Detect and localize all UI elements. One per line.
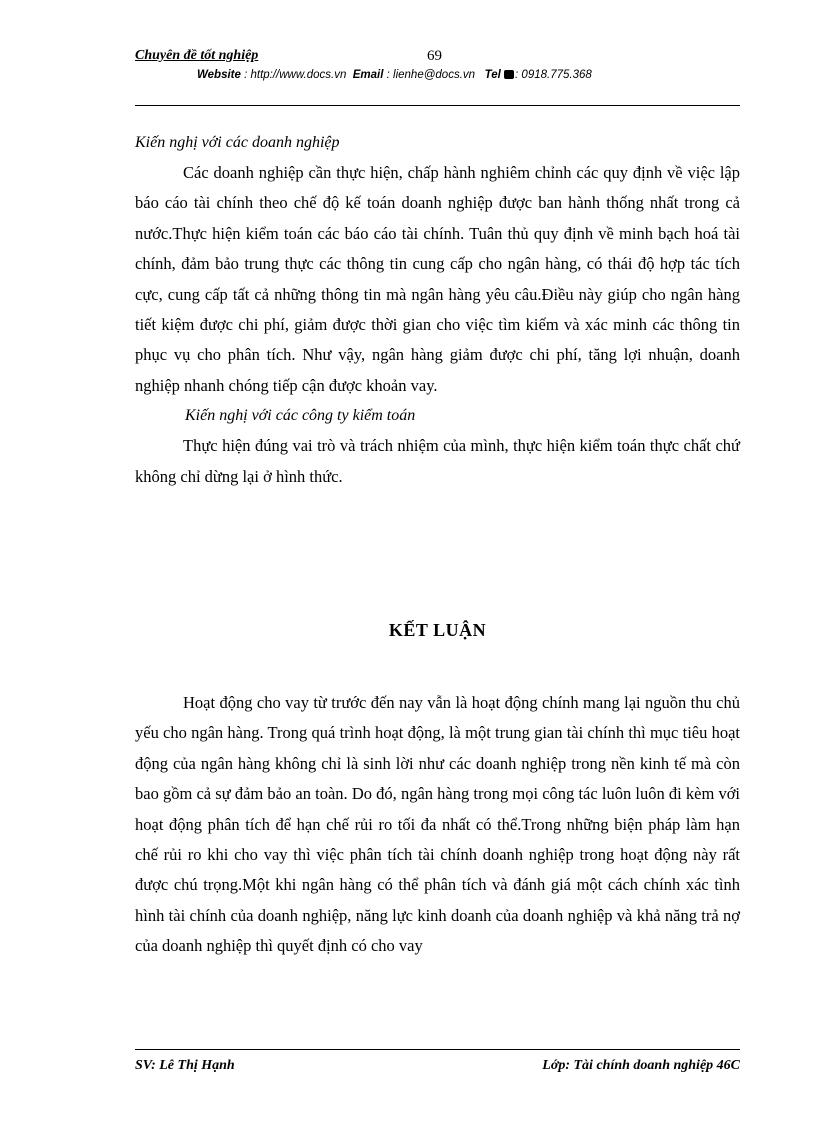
contact-line <box>197 69 740 81</box>
tel-value: : 0918.775.368 <box>515 69 592 81</box>
conclusion-title: KẾT LUẬN <box>388 620 487 640</box>
paragraph-conclusion: Hoạt động cho vay từ trước đến nay vẫn là hoạt động chính mang lại nguồn thu chủ yếu cho ngân hàng. Trong quá trình hoạt động, là một trung gian tài chính thì mục tiêu hoạt động của ngân hàng không chỉ là sinh lời như các doanh nghiệp trong nền kinh tế mà còn bao gồm cả sự đảm bảo an toàn. Do đó, ngân hàng trong mọi công tác luôn luôn đi kèm với hoạt động phân tích để hạn chế rủi ro tối đa nhất có thể.Trong những biện pháp làm hạn chế rủi ro khi cho vay thì việc phân tích tài chính doanh nghiệp trong hoạt động này rất được chú trọng.Một khi ngân hàng có thể phân tích và đánh giá một cách chính xác tình hình tài chính của doanh nghiệp, năng lực kinh doanh của doanh nghiệp và khả năng trả nợ của doanh nghiệp thì quyết định có cho vay <box>135 693 740 956</box>
page-header <box>135 48 740 81</box>
email-label: Email <box>352 69 384 81</box>
recommendations-section <box>135 128 740 492</box>
section-heading-enterprises: Kiến nghị với các doanh nghiệp <box>135 134 340 151</box>
header-top-row <box>135 48 740 66</box>
website-label: Website <box>197 69 241 81</box>
footer-divider <box>135 1049 740 1050</box>
email-link[interactable]: : lienhe@docs.vn <box>386 69 476 81</box>
paragraph-enterprises: Các doanh nghiệp cần thực hiện, chấp hành nghiêm chỉnh các quy định về việc lập báo cáo tài chính theo chế độ kế toán doanh nghiệp được ban hành thống nhất trong cả nước.Thực hiện kiểm toán các báo cáo tài chính. Tuân thủ quy định về minh bạch hoá tài chính, đảm bảo trung thực các thông tin cung cấp cho ngân hàng, có thái độ hợp tác tích cực, cung cấp tất cả những thông tin mà ngân hàng yêu câu.Điều này giúp cho ngân hàng tiết kiệm được chi phí, giảm được thời gian cho việc tìm kiếm và xác minh các thông tin phục vụ cho phân tích. Như vậy, ngân hàng giảm được chi phí, tăng lợi nhuận, doanh nghiệp nhanh chóng tiếp cận được khoản vay. <box>135 163 740 395</box>
document-title: Chuyên đề tốt nghiệp <box>135 48 259 63</box>
page-number: 69 <box>427 48 442 64</box>
section-heading-audit-firms: Kiến nghị với các công ty kiểm toán <box>185 407 416 425</box>
header-divider <box>135 105 740 106</box>
conclusion-section <box>135 688 740 962</box>
student-name: SV: Lê Thị Hạnh <box>135 1058 235 1073</box>
paragraph-audit-firms: Thực hiện đúng vai trò và trách nhiệm của mình, thực hiện kiểm toán thực chất chứ không chỉ dừng lại ở hình thức. <box>135 436 740 486</box>
class-name: Lớp: Tài chính doanh nghiệp 46C <box>542 1058 740 1073</box>
page-footer <box>135 1058 740 1078</box>
website-link[interactable]: : http://www.docs.vn <box>244 69 347 81</box>
phone-icon <box>504 70 514 79</box>
tel-label: Tel <box>484 69 501 81</box>
